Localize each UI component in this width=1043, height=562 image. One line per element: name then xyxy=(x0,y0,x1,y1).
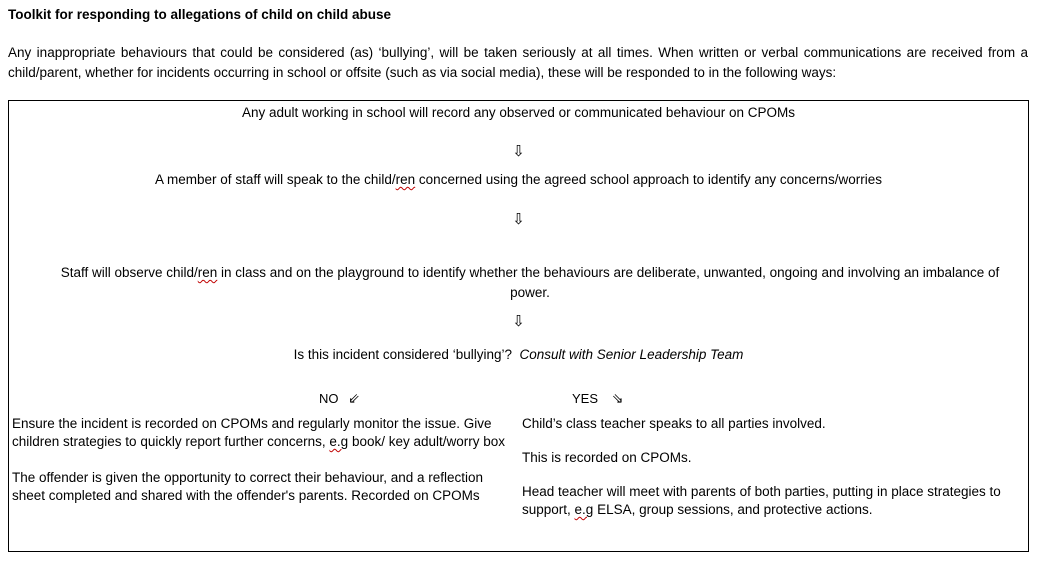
step-observe-child xyxy=(40,263,1020,303)
consult-note: Consult with Senior Leadership Team xyxy=(519,347,744,362)
no-action-1-end: book/ key adult/worry box xyxy=(348,434,506,449)
question-text: Is this incident considered ‘bullying’? xyxy=(293,347,512,362)
spelling-flag: e.g xyxy=(329,434,349,449)
yes-branch-action-2: This is recorded on CPOMs. xyxy=(522,450,692,465)
down-right-arrow-icon: ⇘ xyxy=(611,390,624,406)
spelling-flag: ren xyxy=(197,265,218,280)
down-arrow-icon: ⇩ xyxy=(512,211,525,228)
yes-branch-action-3 xyxy=(522,483,1017,519)
no-label: NO xyxy=(319,391,339,406)
no-branch-action-2: The offender is given the opportunity to correct their behaviour, and a reflection sheet completed and shared with the offender's parents. Recorded on CPOMs xyxy=(12,470,484,503)
yes-label: YES xyxy=(572,391,599,406)
step2-text-start: A member of staff will speak to the child/ xyxy=(155,172,396,187)
intro-paragraph: Any inappropriate behaviours that could be considered (as) ‘bullying’, will be taken seriously at all times. When written or verbal communications are received from a child/parent, whether for incidents occurring in school or offsite (such as via social media), these will be responded to in the following ways: xyxy=(8,45,1028,80)
yes-action-3-end: ELSA, group sessions, and protective actions. xyxy=(593,502,873,517)
step-record-behaviour: Any adult working in school will record any observed or communicated behaviour on CPOMs xyxy=(241,105,795,120)
step3-text-start: Staff will observe child/ xyxy=(60,265,198,280)
down-arrow-icon: ⇩ xyxy=(512,143,525,160)
down-left-arrow-icon: ⇙ xyxy=(348,390,360,406)
decision-question xyxy=(8,347,1029,362)
no-action-1-start: Ensure the incident is recorded on CPOMs and regularly monitor the issue. Give children strategies to quickly report further concerns, xyxy=(12,416,492,449)
document-title: Toolkit for responding to allegations of child on child abuse xyxy=(8,7,392,22)
yes-branch-action-1: Child’s class teacher speaks to all parties involved. xyxy=(522,416,826,431)
spelling-flag: ren xyxy=(395,172,416,187)
step3-text-end: in class and on the playground to identify whether the behaviours are deliberate, unwanted, ongoing and involving an imbalance of power. xyxy=(217,265,1000,300)
down-arrow-icon: ⇩ xyxy=(512,313,525,330)
yes-action-3-start: Head teacher will meet with parents of both parties, putting in place strategies to support, xyxy=(522,484,1001,517)
step-speak-to-child xyxy=(8,172,1029,187)
no-branch-action-1 xyxy=(12,415,517,451)
step2-text-end: concerned using the agreed school approach to identify any concerns/worries xyxy=(415,172,882,187)
spelling-flag: e.g xyxy=(574,502,594,517)
yes-branch-label-group xyxy=(572,390,623,407)
no-branch-label-group xyxy=(319,390,360,407)
